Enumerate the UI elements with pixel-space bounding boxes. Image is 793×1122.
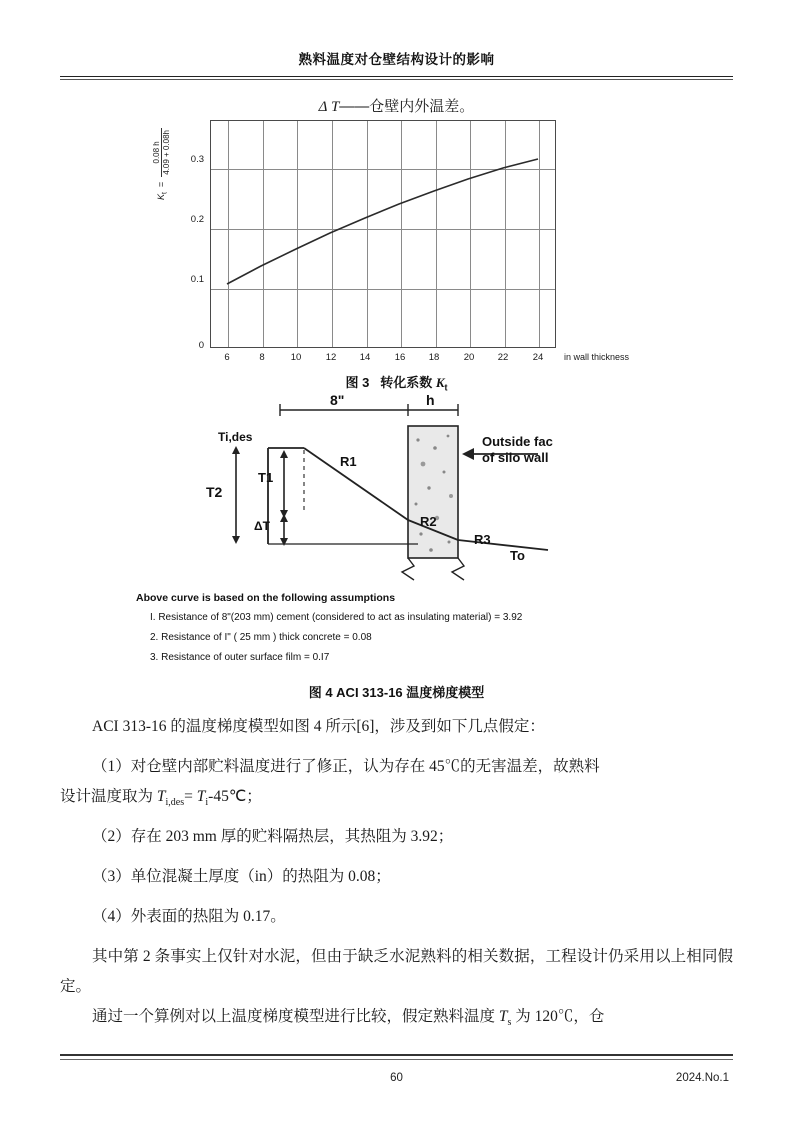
figure-4-caption: 图 4 ACI 313-16 温度梯度模型 <box>308 685 485 700</box>
figure4-assumption-2: 2. Resistance of I" ( 25 mm ) thick concrete = 0.08 <box>150 632 372 643</box>
paragraph-intro-text: ACI 313-16 的温度梯度模型如图 4 所示[6]，涉及到如下几点假定： <box>92 718 545 735</box>
footer-divider-secondary <box>60 1059 733 1060</box>
figure4-outside-face-label-line2: of silo wall <box>482 450 549 465</box>
figure3-x-tick-5: 16 <box>394 352 406 363</box>
paragraph-example-symbol: T <box>498 1008 508 1025</box>
paragraph-assumption-2 <box>60 822 733 852</box>
paragraph-example-pre: 通过一个算例对以上温度梯度模型进行比较，假定熟料温度 <box>92 1008 499 1025</box>
figure4-dim-8in-label: 8" <box>330 392 345 408</box>
paragraph-intro <box>60 712 733 742</box>
header-divider <box>60 76 733 77</box>
p2-mid: = <box>184 788 197 805</box>
figure3-x-tick-3: 12 <box>325 352 337 363</box>
figure4-t1-label: T1 <box>258 470 274 485</box>
header-divider-secondary <box>60 79 733 80</box>
figure4-dim-h-label: h <box>426 392 435 408</box>
paragraph-assumption-1 <box>60 752 733 782</box>
figure4-r2-label: R2 <box>420 514 437 529</box>
figure3-x-tick-0: 6 <box>224 352 230 363</box>
figure3-y-tick-3: 0 <box>198 340 204 351</box>
figure-3-caption <box>0 372 793 393</box>
figure3-x-tick-7: 20 <box>463 352 475 363</box>
paragraph-example-post: 为 120℃，仓 <box>511 1008 605 1025</box>
p2-symbol-2: T <box>196 788 206 805</box>
paragraph-assumption-3 <box>60 862 733 892</box>
paragraph-example <box>60 1002 733 1038</box>
figure3-x-tick-4: 14 <box>359 352 371 363</box>
figure3-curve <box>211 121 555 347</box>
figure3-y-tick-0: 0.3 <box>190 154 204 165</box>
paragraph-note-text: 其中第 2 条事实上仅针对水泥，但由于缺乏水泥熟料的相关数据，工程设计仍采用以上相同假定。 <box>60 948 733 995</box>
p2-symbol-1: T <box>156 788 166 805</box>
figure3-caption-text: 转化系数 <box>380 375 433 390</box>
paragraph-assumption-1-cont <box>60 782 733 818</box>
figure4-delta-t-label: ΔT <box>254 519 270 533</box>
figure4-t0-label: To <box>510 548 525 563</box>
figure3-x-tick-6: 18 <box>428 352 440 363</box>
figure4-assumption-3: 3. Resistance of outer surface film = 0.I7 <box>150 652 330 663</box>
figure3-y-formula <box>152 128 171 177</box>
figure-4 <box>118 392 678 674</box>
figure3-x-tick-1: 8 <box>259 352 265 363</box>
figure-3 <box>146 112 646 364</box>
figure4-r1-label: R1 <box>340 454 357 469</box>
paragraph-assumption-3-text: （3）单位混凝土厚度（in）的热阻为 0.08； <box>92 868 391 885</box>
figure3-x-tick-8: 22 <box>497 352 509 363</box>
paragraph-example-subscript: s <box>507 1017 512 1029</box>
figure3-x-tick-9: 24 <box>532 352 544 363</box>
figure3-y-formula-numerator: 0.08 h <box>152 128 162 177</box>
figure4-outside-face-label-line1: Outside fac <box>482 434 553 449</box>
p2-subscript-1: i,des <box>165 797 185 809</box>
paragraph-assumption-4-text: （4）外表面的热阻为 0.17。 <box>92 908 286 925</box>
figure3-caption-prefix: 图 3 <box>345 375 370 390</box>
figure3-x-tick-2: 10 <box>290 352 302 363</box>
figure3-caption-sub: t <box>444 382 448 393</box>
p2-post: -45℃； <box>208 788 262 805</box>
figure4-diagram <box>118 392 678 612</box>
p2-subscript-2: i <box>205 797 209 809</box>
figure4-assumption-1: I. Resistance of 8"(203 mm) cement (considered to act as insulating material) = 3.92 <box>150 612 523 623</box>
paragraph-assumption-1-line1: （1）对仓壁内部贮料温度进行了修正，认为存在 45℃的无害温差，故熟料 <box>92 758 600 775</box>
figure3-caption-symbol: K <box>435 375 445 390</box>
page-header-title: 熟料温度对仓壁结构设计的影响 <box>298 52 495 67</box>
figure3-x-axis-title: in wall thickness <box>564 352 630 362</box>
figure3-y-symbol-sub: t <box>161 192 169 194</box>
paragraph-assumption-2-text: （2）存在 203 mm 厚的贮料隔热层，其热阻为 3.92； <box>92 828 454 845</box>
figure3-y-formula-denominator: 4.09 + 0.08h <box>162 130 171 175</box>
footer-page-number: 60 <box>390 1072 403 1084</box>
delta-t-description: ——仓壁内外温差。 <box>339 98 475 115</box>
figure3-plot-area <box>210 120 556 348</box>
paragraph-assumption-4 <box>60 902 733 932</box>
footer-divider <box>60 1054 733 1056</box>
figure4-ti-des-label: Ti,des <box>218 430 253 444</box>
delta-t-symbol: Δ T <box>318 99 340 115</box>
figure3-y-axis-label: $K_t$ = 0.08 h 4.09 + 0.08h <box>152 130 171 200</box>
figure3-y-tick-1: 0.2 <box>190 214 204 225</box>
figure4-r3-label: R3 <box>474 532 491 547</box>
paragraph-note <box>60 942 733 1002</box>
figure3-y-tick-2: 0.1 <box>190 274 204 285</box>
p2-pre: 设计温度取为 <box>60 788 157 805</box>
figure3-y-symbol: K <box>155 193 166 200</box>
footer-issue: 2024.No.1 <box>675 1072 729 1084</box>
figure4-assumptions-title: Above curve is based on the following assumptions <box>136 592 396 604</box>
figure4-t2-label: T2 <box>206 484 223 500</box>
